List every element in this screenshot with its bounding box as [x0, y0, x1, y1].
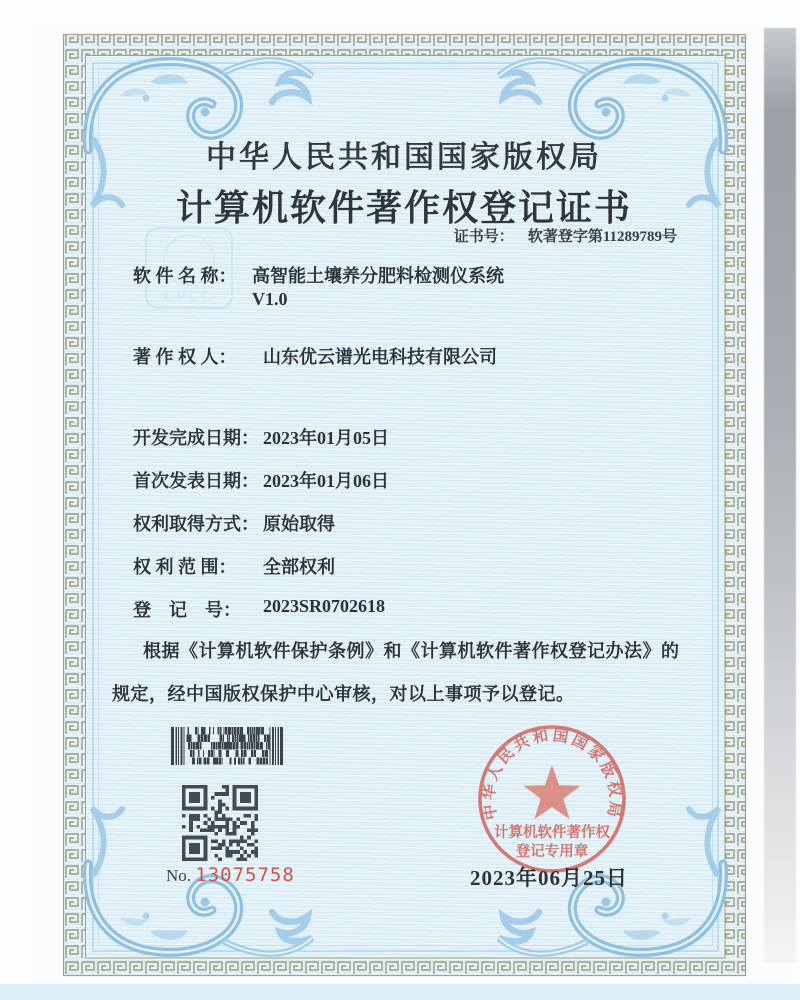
field-row-acquire-method [0, 510, 740, 536]
field-value: 2023年01月06日 [263, 471, 389, 491]
issue-date: 2023年06月25日 [470, 866, 628, 890]
field-row-software-name [0, 262, 740, 288]
pdf417-barcode [171, 727, 283, 765]
field-row-first-publish-date [0, 467, 740, 493]
field-value: 2023年01月05日 [263, 428, 389, 448]
official-red-stamp [478, 725, 624, 871]
field-value: 山东优云谱光电科技有限公司 [263, 347, 497, 367]
field-row-software-version [0, 289, 740, 315]
field-label: 首次发表日期： [133, 471, 259, 491]
field-label: 权 利 范 围： [133, 557, 237, 577]
certificate-number-line [380, 225, 677, 246]
field-value: V1.0 [252, 289, 288, 309]
certificate-number-value: 软著登字第11289789号 [527, 229, 677, 245]
certificate-title: 计算机软件著作权登记证书 [175, 188, 632, 228]
statement-line1: 根据《计算机软件保护条例》和《计算机软件著作权登记办法》的 [143, 641, 680, 661]
stamp-line2: 登记专用章 [515, 844, 589, 860]
field-value: 全部权利 [263, 557, 335, 577]
field-label: 权利取得方式： [133, 514, 259, 534]
field-row-registration-number [0, 596, 740, 622]
watermark-text: CPCC [163, 289, 215, 304]
field-row-rights-scope [0, 553, 740, 579]
serial-number: 13075758 [195, 864, 295, 886]
issuing-authority: 中华人民共和国国家版权局 [206, 141, 602, 174]
stamp-line1: 计算机软件著作权 [494, 825, 610, 841]
field-value: 2023SR0702618 [263, 596, 386, 616]
field-label: 登 记 号： [133, 600, 241, 620]
field-value: 高智能土壤养分肥料检测仪系统 [252, 266, 504, 286]
field-row-dev-complete-date [0, 424, 740, 450]
field-row-copyright-owner [0, 343, 740, 369]
field-value: 原始取得 [263, 514, 335, 534]
field-label: 著 作 权 人： [133, 347, 237, 367]
serial-number-line [166, 864, 295, 886]
statement-line2: 规定，经中国版权保护中心审核，对以上事项予以登记。 [112, 684, 575, 704]
stamp-star-icon [524, 765, 581, 819]
field-label: 软 件 名 称： [133, 266, 237, 286]
qr-code [182, 785, 258, 861]
stamp-arc-text: 中华人民共和国国家版权局 [480, 727, 624, 822]
serial-prefix: No. [166, 866, 192, 885]
certificate-number-label: 证书号： [453, 229, 514, 245]
field-label: 开发完成日期： [133, 428, 259, 448]
